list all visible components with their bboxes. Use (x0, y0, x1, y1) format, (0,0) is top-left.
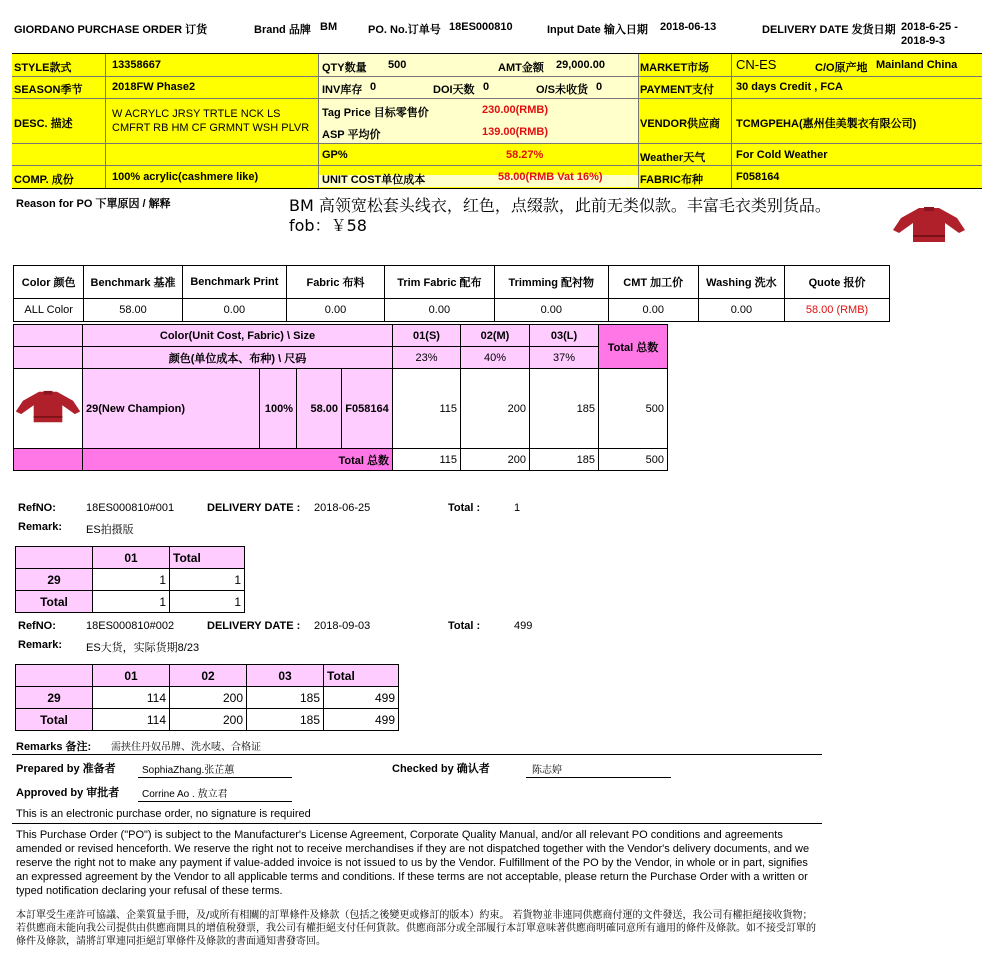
ref2-row-label: 29 (16, 687, 93, 709)
garment-image-cell (14, 369, 83, 449)
benchmark-value-cell: 58.00 (84, 299, 182, 322)
market-value: CN-ES (736, 57, 777, 72)
terms-english: This Purchase Order ("PO") is subject to the Manufacturer's License Agreement, Corporate Quality Manual, and/or all relevant PO conditions and agreements amended or revised henceforth. We reserve the right not to receive merchandises if they are not dispatched together with the Vendor's delivery documents, and we reserve the right not to make any payment if value-added invoice is not issued to us by the Vendor. Fulfillment of the PO by the Vendor, in whole or in part, signifies an expressed agreement by the Vendor to all applicable terms and conditions. If these terms are not acceptable, please return the Purchase Order with a written or typed notification declaring your refusal of these terms. (16, 829, 810, 897)
ref2-cell: 200 (170, 687, 247, 709)
row-qty: 200 (461, 369, 530, 449)
benchmark-header-cell: Fabric 布料 (287, 266, 385, 299)
row-fabric: F058164 (342, 369, 393, 449)
tag-price-label: Tag Price 目标零售价 (322, 107, 429, 119)
size-breakdown-table (13, 324, 668, 471)
input-date-label: Input Date 输入日期 (547, 24, 648, 36)
ref2-total-label: Total : (448, 620, 481, 632)
ref1-cell: 1 (170, 591, 245, 613)
ref2-cell: 185 (247, 709, 324, 731)
style-value: 13358667 (112, 59, 161, 71)
size-header-1: Color(Unit Cost, Fabric) \ Size (83, 325, 393, 347)
benchmark-value-cell: 0.00 (287, 299, 385, 322)
ref2-col: Total (324, 665, 399, 687)
row-cost: 58.00 (297, 369, 342, 449)
ref1-total-value: 1 (514, 502, 521, 514)
inv-label: INV库存 (322, 84, 363, 96)
ref1-remark-value: ES拍摄版 (86, 524, 134, 536)
delivery-date-value-2: 2018-9-3 (901, 35, 946, 47)
unit-cost-value: 58.00(RMB Vat 16%) (498, 171, 603, 183)
remarks-label: Remarks 备注: (16, 741, 92, 753)
benchmark-value-cell: 0.00 (608, 299, 698, 322)
season-value: 2018FW Phase2 (112, 81, 196, 93)
po-number-label: PO. No.订单号 (368, 24, 441, 36)
sum-qty: 200 (461, 449, 530, 471)
doi-label: DOI天数 (433, 84, 475, 96)
ref2-col: 01 (93, 665, 170, 687)
sum-qty-total: 500 (599, 449, 668, 471)
benchmark-header-row (14, 266, 890, 299)
fabric-value: F058164 (736, 171, 780, 183)
checked-value: 陈志婷 (532, 765, 562, 776)
ref2-col: 02 (170, 665, 247, 687)
benchmark-header-cell: Washing 洗水 (698, 266, 784, 299)
asp-value: 139.00(RMB) (482, 126, 549, 138)
ref1-refno-value: 18ES000810#001 (86, 502, 175, 514)
weather-value: For Cold Weather (736, 149, 828, 161)
comp-label: COMP. 成份 (14, 174, 74, 186)
ref2-col: 03 (247, 665, 324, 687)
desc-value-2: CMFRT RB HM CF GRMNT WSH PLVR (112, 122, 310, 134)
benchmark-header-cell: Benchmark 基准 (84, 266, 182, 299)
table-row (16, 687, 399, 709)
size-name: 01(S) (393, 325, 461, 347)
os-value: 0 (596, 81, 603, 93)
delivery-date-value-1: 2018-6-25 - (901, 21, 958, 33)
fabric-label: FABRIC布种 (640, 174, 703, 186)
comp-value: 100% acrylic(cashmere like) (112, 171, 259, 183)
benchmark-table (13, 265, 890, 322)
checked-label: Checked by 确认者 (392, 763, 490, 775)
ref1-col: 01 (93, 547, 170, 569)
size-pct: 37% (530, 347, 599, 369)
row-qty: 185 (530, 369, 599, 449)
benchmark-value-cell: 0.00 (494, 299, 608, 322)
reason-text-2: fob：￥58 (289, 216, 367, 235)
brand-value: BM (320, 21, 338, 33)
po-number-value: 18ES000810 (449, 21, 513, 33)
season-label: SEASON季节 (14, 84, 83, 96)
ref2-table (15, 664, 399, 731)
electronic-note: This is an electronic purchase order, no signature is required (16, 808, 311, 820)
inv-value: 0 (370, 81, 377, 93)
unit-cost-label: UNIT COST单位成本 (322, 174, 426, 186)
ref1-cell: 1 (93, 569, 170, 591)
amt-label: AMT金额 (498, 62, 544, 74)
market-label: MARKET市场 (640, 62, 710, 74)
benchmark-header-cell: Color 颜色 (14, 266, 84, 299)
ref2-total-value: 499 (514, 620, 533, 632)
ref2-cell: 200 (170, 709, 247, 731)
ref1-total-row-label: Total (16, 591, 93, 613)
po-title: GIORDANO PURCHASE ORDER 订货 (14, 24, 208, 36)
ref1-row-label: 29 (16, 569, 93, 591)
benchmark-header-cell: Benchmark Print (182, 266, 286, 299)
reason-text-1: BM 高领宽松套头线衣，红色，点缀款，此前无类似款。丰富毛衣类别货品。 (289, 196, 831, 215)
ref1-delivery-label: DELIVERY DATE : (207, 502, 301, 514)
benchmark-header-cell: Quote 报价 (785, 266, 890, 299)
ref2-remark-label: Remark: (18, 639, 63, 651)
co-label: C/O原产地 (815, 62, 868, 74)
gp-label: GP% (322, 149, 348, 161)
size-header-2: 颜色(单位成本、布种) \ 尺码 (83, 347, 393, 369)
weather-label: Weather天气 (640, 152, 706, 164)
payment-value: 30 days Credit , FCA (736, 81, 843, 93)
benchmark-value-cell: 0.00 (182, 299, 286, 322)
doi-value: 0 (483, 81, 490, 93)
ref2-cell: 114 (93, 709, 170, 731)
gp-value: 58.27% (506, 149, 544, 161)
table-row (16, 569, 245, 591)
ref1-cell: 1 (93, 591, 170, 613)
row-qty: 115 (393, 369, 461, 449)
table-row (16, 591, 245, 613)
prepared-value: SophiaZhang.张芷蕙 (142, 765, 235, 776)
reason-label: Reason for PO 下單原因 / 解释 (16, 198, 171, 210)
approved-label: Approved by 审批者 (16, 787, 120, 799)
vendor-label: VENDOR供应商 (640, 118, 721, 130)
payment-label: PAYMENT支付 (640, 84, 714, 96)
desc-label: DESC. 描述 (14, 118, 73, 130)
ref1-total-label: Total : (448, 502, 481, 514)
sweater-thumbnail-icon (14, 390, 82, 424)
brand-label: Brand 品牌 (254, 24, 311, 36)
size-total-header: Total 总数 (599, 325, 668, 369)
table-row (16, 709, 399, 731)
os-label: O/S未收货 (536, 84, 588, 96)
sum-qty: 185 (530, 449, 599, 471)
benchmark-value-cell: 0.00 (385, 299, 495, 322)
size-pct: 23% (393, 347, 461, 369)
ref2-cell: 185 (247, 687, 324, 709)
benchmark-quote-cell: 58.00 (RMB) (785, 299, 890, 322)
vendor-value: TCMGPEHA(惠州佳美製衣有限公司) (736, 118, 917, 130)
desc-value-1: W ACRYLC JRSY TRTLE NCK LS (112, 108, 281, 120)
ref1-refno-label: RefNO: (18, 502, 56, 514)
size-name: 03(L) (530, 325, 599, 347)
prepared-label: Prepared by 准备者 (16, 763, 116, 775)
co-value: Mainland China (876, 59, 958, 71)
ref2-refno-label: RefNO: (18, 620, 56, 632)
ref2-remark-value: ES大货，实际货期8/23 (86, 642, 200, 654)
ref1-cell: 1 (170, 569, 245, 591)
ref2-delivery-value: 2018-09-03 (314, 620, 371, 632)
sum-label: Total 总数 (83, 449, 393, 471)
table-row (14, 369, 668, 449)
row-color: 29(New Champion) (83, 369, 260, 449)
ref2-cell: 499 (324, 709, 399, 731)
row-pct: 100% (260, 369, 297, 449)
ref1-table (15, 546, 245, 613)
ref1-delivery-value: 2018-06-25 (314, 502, 371, 514)
ref2-cell: 114 (93, 687, 170, 709)
ref2-refno-value: 18ES000810#002 (86, 620, 175, 632)
amt-value: 29,000.00 (556, 59, 605, 71)
ref2-total-row-label: Total (16, 709, 93, 731)
benchmark-value-row (14, 299, 890, 322)
benchmark-header-cell: CMT 加工价 (608, 266, 698, 299)
table-row (14, 449, 668, 471)
size-name: 02(M) (461, 325, 530, 347)
sum-qty: 115 (393, 449, 461, 471)
qty-label: QTY数量 (322, 62, 367, 74)
remarks-value: 需挟住丹奴吊牌、洗水唛、合格证 (111, 742, 261, 753)
asp-label: ASP 平均价 (322, 129, 381, 141)
tag-price-value: 230.00(RMB) (482, 104, 549, 116)
style-label: STYLE款式 (14, 62, 72, 74)
ref1-col: Total (170, 547, 245, 569)
benchmark-value-cell: 0.00 (698, 299, 784, 322)
benchmark-header-cell: Trimming 配衬物 (494, 266, 608, 299)
ref2-cell: 499 (324, 687, 399, 709)
qty-value: 500 (388, 59, 407, 71)
size-pct: 40% (461, 347, 530, 369)
approved-value: Corrine Ao . 敖立君 (142, 789, 228, 800)
terms-chinese: 本訂單受生產許可協議、企業質量手冊，及/或所有相關的訂單條件及條款（包括之後變更或修訂的版本）約束。 若貨物並非連同供應商付運的文件發送，我公司有權拒絕接收貨物；若供應商未能向我公司提供由供應商開具的增值稅發票，我公司有權拒絕支付任何貨款。供應商部分或全部履行本訂單意味著供應商明確同意所有適用的條件及條款。如不接受訂單的條件及條款，請將訂單連同拒絕訂單條件及條款的書面通知書發寄回。 (16, 910, 816, 947)
row-qty-total: 500 (599, 369, 668, 449)
input-date-value: 2018-06-13 (660, 21, 717, 33)
ref2-delivery-label: DELIVERY DATE : (207, 620, 301, 632)
benchmark-value-cell: ALL Color (14, 299, 84, 322)
sweater-thumbnail-icon (893, 206, 965, 244)
order-info-block (12, 53, 982, 189)
delivery-date-label: DELIVERY DATE 发货日期 (762, 24, 896, 36)
benchmark-header-cell: Trim Fabric 配布 (385, 266, 495, 299)
ref1-remark-label: Remark: (18, 521, 63, 533)
